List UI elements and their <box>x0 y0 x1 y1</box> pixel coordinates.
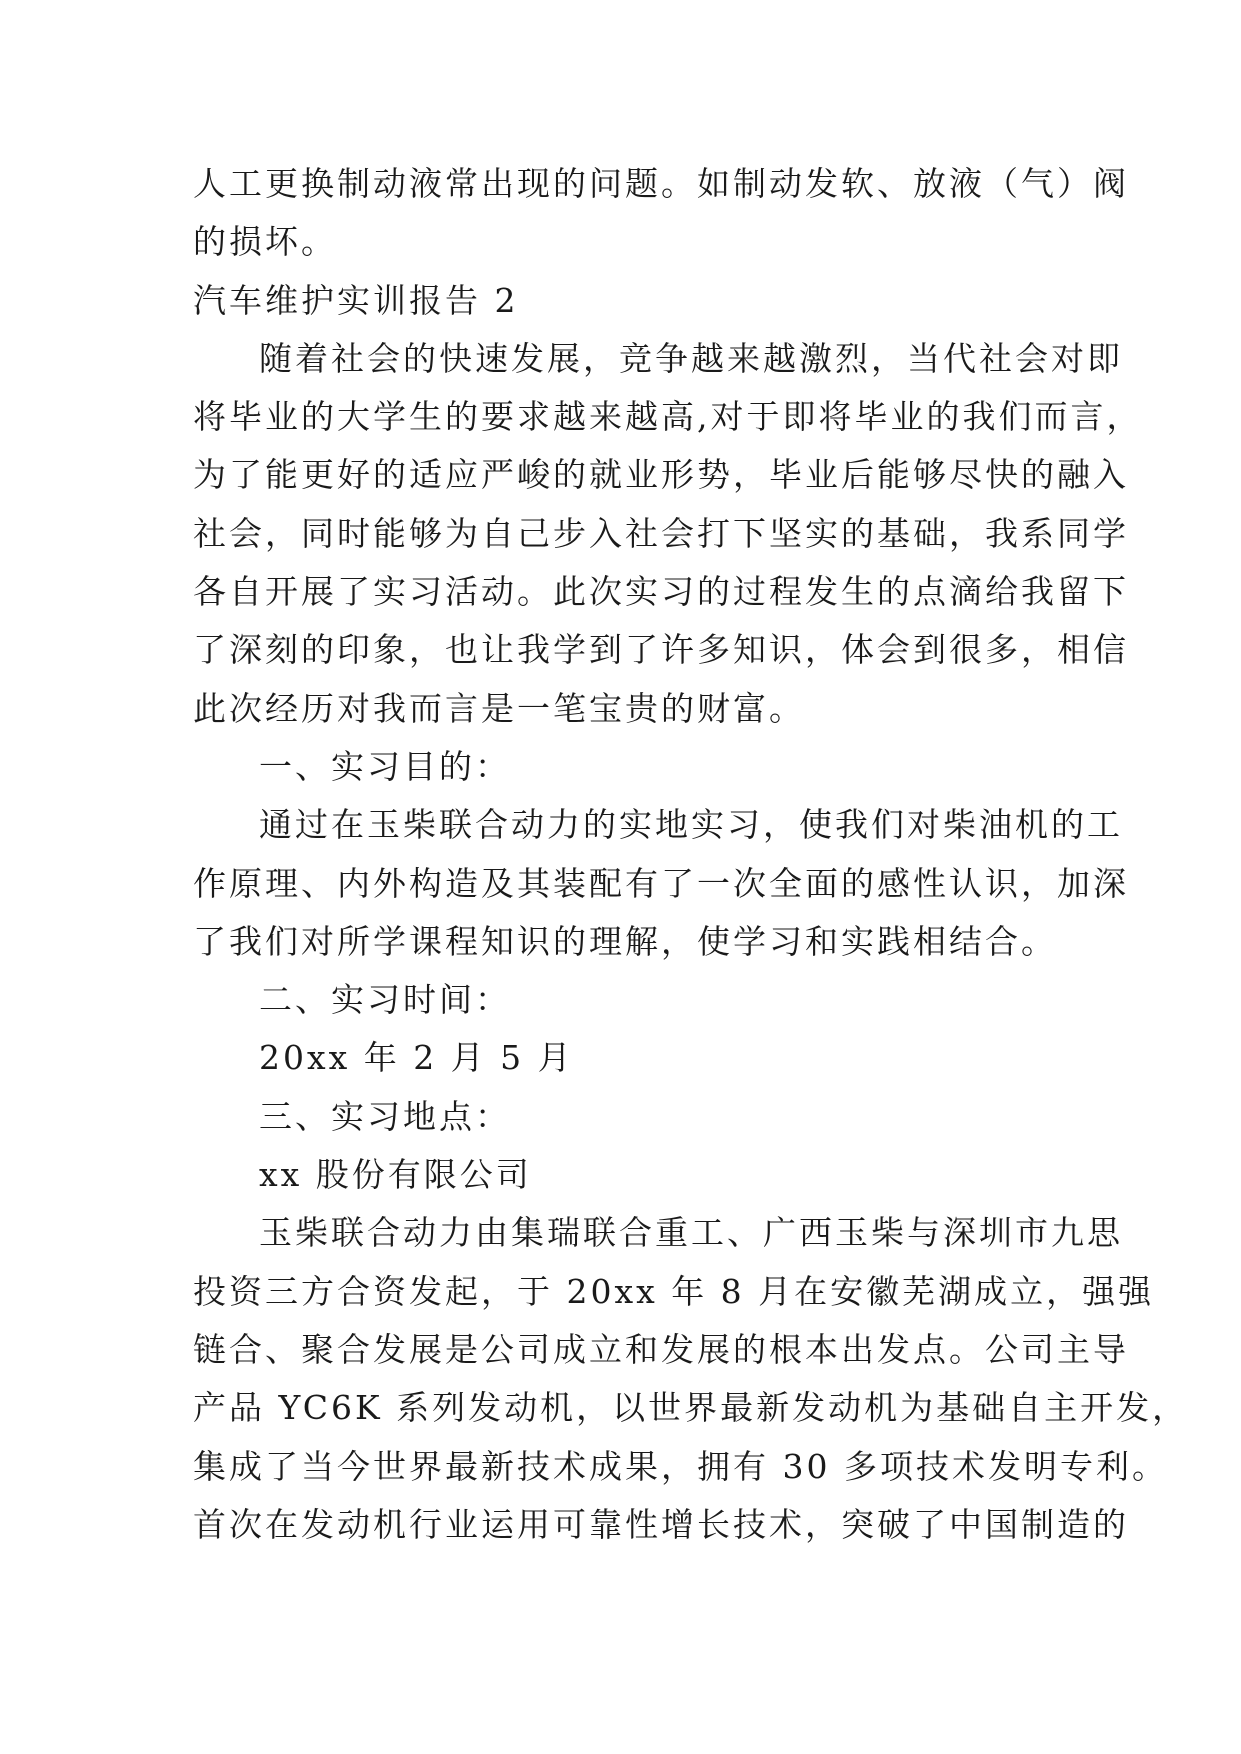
text-line: 汽车维护实训报告 2 <box>193 280 519 320</box>
text-line: 20xx 年 2 月 5 月 <box>259 1038 574 1078</box>
text-line: 了深刻的印象，也让我学到了许多知识，体会到很多，相信 <box>193 630 1129 670</box>
text-line: 随着社会的快速发展，竞争越来越激烈，当代社会对即 <box>259 338 1123 378</box>
text-line: 通过在玉柴联合动力的实地实习，使我们对柴油机的工 <box>259 805 1123 845</box>
document-page <box>193 155 1189 1554</box>
text-line: 将毕业的大学生的要求越来越高,对于即将毕业的我们而言， <box>193 397 1143 437</box>
text-line: 各自开展了实习活动。此次实习的过程发生的点滴给我留下 <box>193 572 1129 612</box>
text-line: 产品 YC6K 系列发动机，以世界最新发动机为基础自主开发， <box>193 1388 1189 1428</box>
text-line: 玉柴联合动力由集瑞联合重工、广西玉柴与深圳市九思 <box>259 1213 1123 1253</box>
text-line: 社会，同时能够为自己步入社会打下坚实的基础，我系同学 <box>193 513 1129 553</box>
text-line: 人工更换制动液常出现的问题。如制动发软、放液（气）阀 <box>193 164 1129 203</box>
text-line: 为了能更好的适应严峻的就业形势，毕业后能够尽快的融入 <box>193 455 1129 495</box>
text-line: 首次在发动机行业运用可靠性增长技术，突破了中国制造的 <box>193 1504 1129 1544</box>
text-line: 集成了当今世界最新技术成果，拥有 30 多项技术发明专利。 <box>193 1446 1168 1486</box>
text-line: 链合、聚合发展是公司成立和发展的根本出发点。公司主导 <box>193 1329 1129 1369</box>
text-line: xx 股份有限公司 <box>259 1155 532 1195</box>
text-line: 了我们对所学课程知识的理解，使学习和实践相结合。 <box>193 921 1057 961</box>
text-line: 一、实习目的： <box>259 746 511 786</box>
text-line: 三、实习地点： <box>259 1096 511 1136</box>
text-line: 二、实习时间： <box>259 980 511 1020</box>
text-line: 的损坏。 <box>193 222 337 262</box>
text-line: 此次经历对我而言是一笔宝贵的财富。 <box>193 688 805 728</box>
text-line: 作原理、内外构造及其装配有了一次全面的感性认识，加深 <box>193 863 1129 903</box>
text-line: 投资三方合资发起，于 20xx 年 8 月在安徽芜湖成立，强强 <box>193 1271 1155 1311</box>
